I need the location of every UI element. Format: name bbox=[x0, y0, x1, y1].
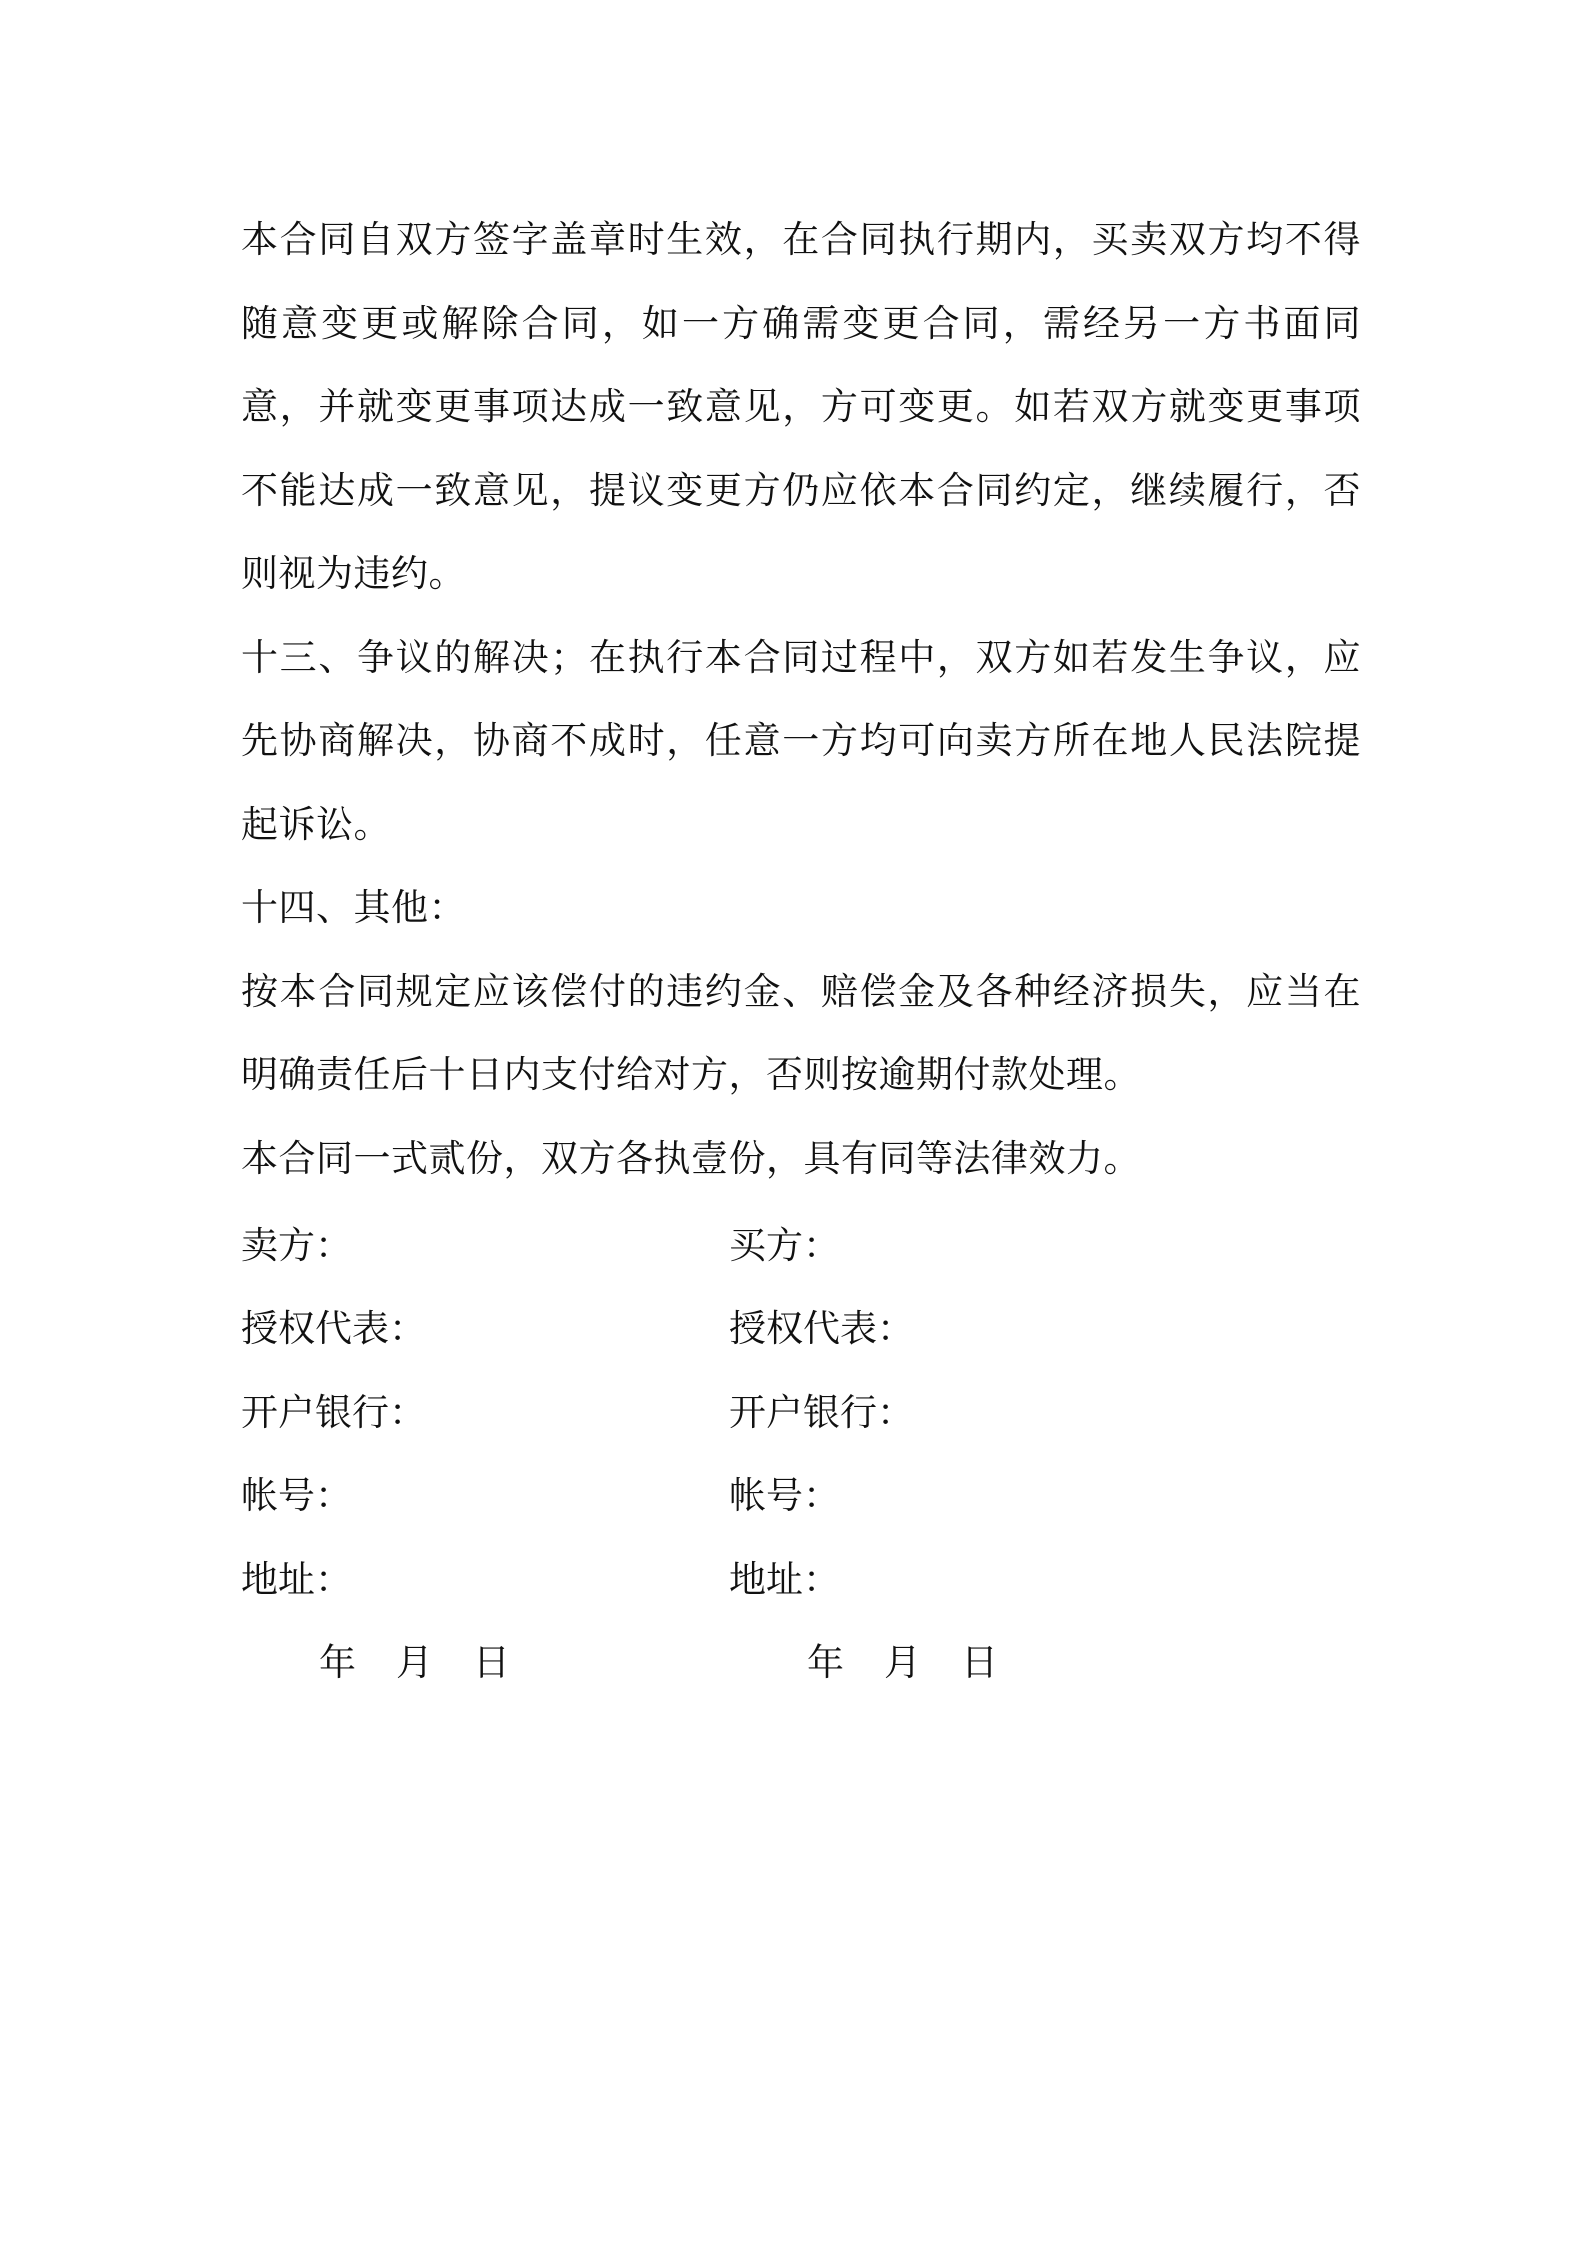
clause-other-heading: 十四、其他： bbox=[241, 886, 466, 929]
buyer-address-label: 地址： bbox=[729, 1557, 840, 1601]
contract-body bbox=[241, 198, 1361, 1701]
clause-dispute-resolution: 十三、争议的解决；在执行本合同过程中，双方如若发生争议，应先协商解决，协商不成时，任意一方均可向卖方所在地人民法院提起诉讼。 bbox=[241, 635, 1361, 846]
buyer-date-month: 月 bbox=[884, 1641, 921, 1685]
buyer-account-label: 帐号： bbox=[729, 1474, 840, 1518]
clause-effectiveness: 本合同自双方签字盖章时生效，在合同执行期内，买卖双方均不得随意变更或解除合同，如一方确需变更合同，需经另一方书面同意，并就变更事项达成一致意见，方可变更。如若双方就变更事项不能达成一致意见，提议变更方仍应依本合同约定，继续履行，否则视为违约。 bbox=[241, 218, 1361, 595]
buyer-bank-label: 开户银行： bbox=[729, 1390, 914, 1434]
clause-copies: 本合同一式贰份，双方各执壹份，具有同等法律效力。 bbox=[241, 1136, 1141, 1180]
buyer-date-day: 日 bbox=[961, 1641, 998, 1685]
signature-block bbox=[241, 1200, 1361, 1701]
signature-row-bank bbox=[241, 1367, 1361, 1451]
signature-row-address bbox=[241, 1534, 1361, 1618]
seller-bank-label: 开户银行： bbox=[241, 1390, 426, 1434]
seller-date-month: 月 bbox=[396, 1641, 433, 1685]
buyer-representative-label: 授权代表： bbox=[729, 1307, 914, 1351]
seller-representative-label: 授权代表： bbox=[241, 1307, 426, 1351]
seller-address-label: 地址： bbox=[241, 1557, 352, 1601]
seller-account-label: 帐号： bbox=[241, 1474, 352, 1518]
buyer-date bbox=[729, 1632, 1217, 1686]
signature-row-date bbox=[241, 1618, 1361, 1702]
signature-row-party bbox=[241, 1200, 1361, 1284]
signature-row-representative bbox=[241, 1284, 1361, 1368]
seller-date-day: 日 bbox=[473, 1641, 510, 1685]
buyer-label: 买方： bbox=[729, 1223, 840, 1267]
buyer-date-year: 年 bbox=[807, 1641, 844, 1685]
clause-compensation: 按本合同规定应该偿付的违约金、赔偿金及各种经济损失，应当在明确责任后十日内支付给对方，否则按逾期付款处理。 bbox=[241, 969, 1361, 1096]
seller-label: 卖方： bbox=[241, 1223, 352, 1267]
seller-date bbox=[241, 1632, 729, 1686]
signature-row-account bbox=[241, 1451, 1361, 1535]
seller-date-year: 年 bbox=[319, 1641, 356, 1685]
